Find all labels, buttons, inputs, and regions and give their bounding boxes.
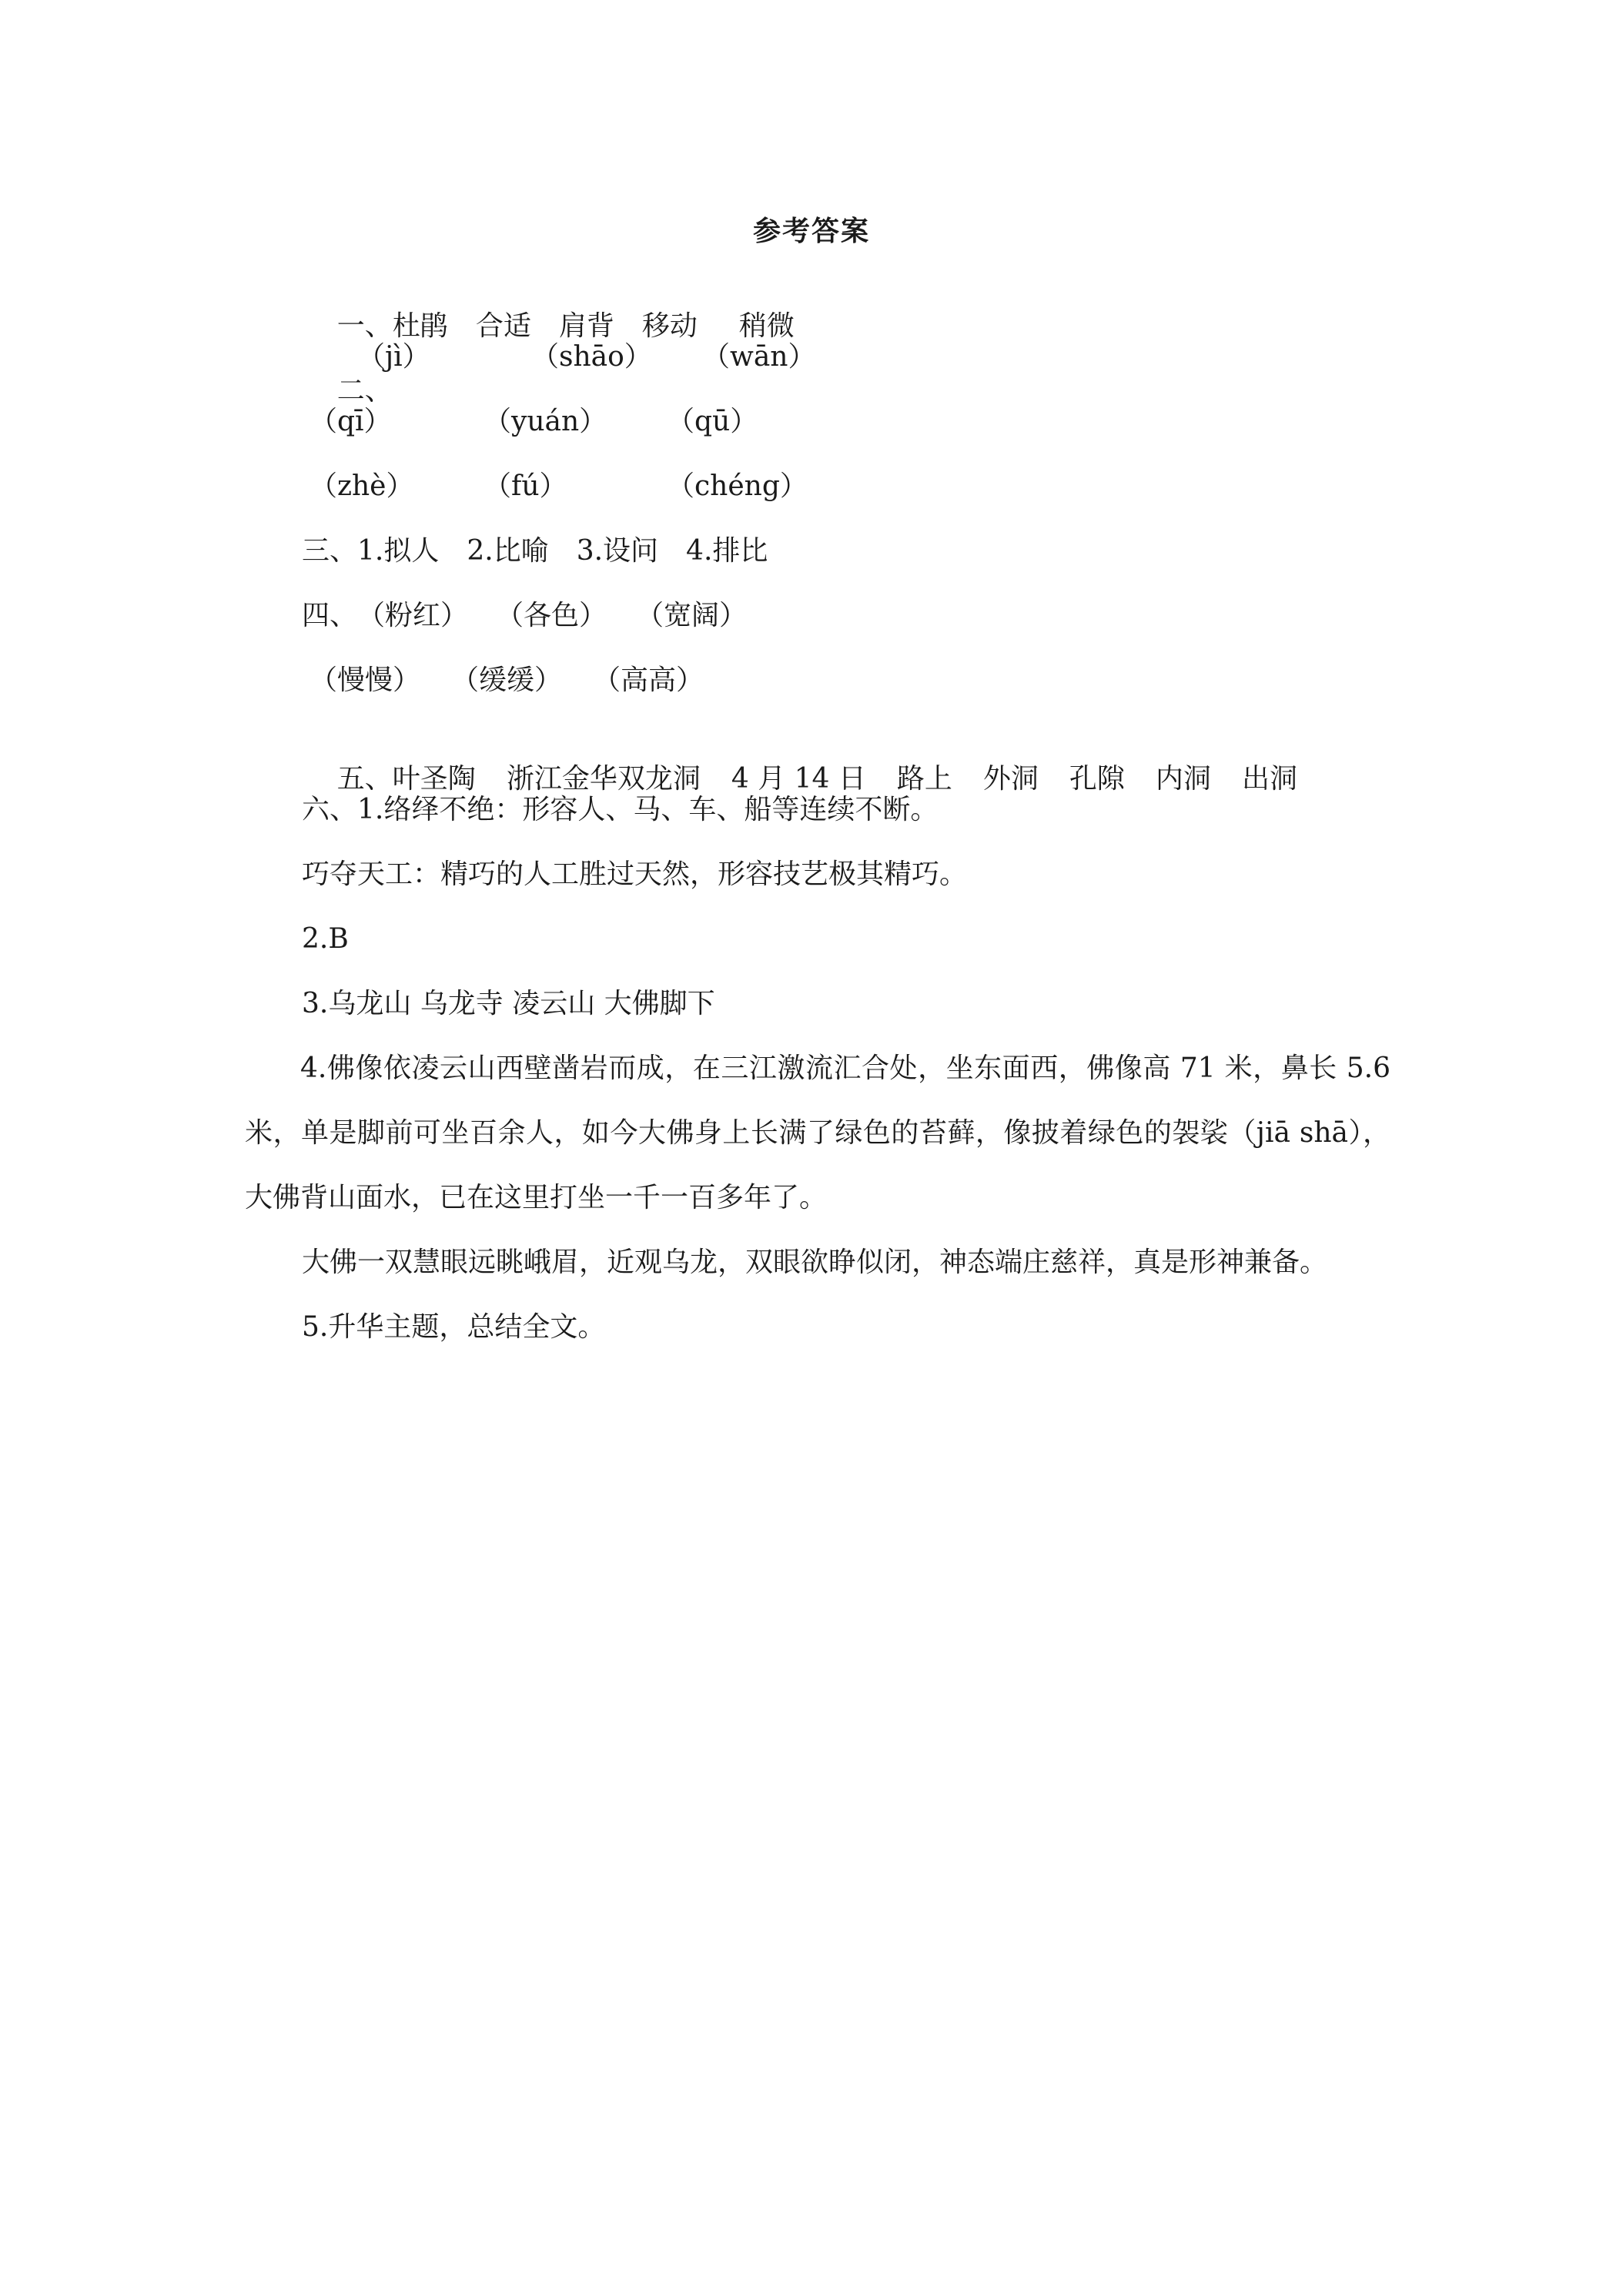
fill-item: （慢慢） <box>310 664 421 696</box>
section-6-q5: 5.升华主题，总结全文。 <box>302 1311 606 1343</box>
pinyin-item: （shāo） <box>531 341 652 373</box>
section-4-prefix: 四、 <box>302 600 358 631</box>
answer-item: 路上 <box>896 763 952 795</box>
fill-item: （高高） <box>593 664 704 696</box>
fill-item: （缓缓） <box>451 664 563 696</box>
section-6-q1-b: 巧夺天工：精巧的人工胜过天然，形容技艺极其精巧。 <box>302 858 968 890</box>
section-6-q4-a: 4.佛像依凌云山西壁凿岩而成，在三江激流汇合处，坐东面西，佛像高 71 米，鼻长 5.6 米，单是脚前可坐百余人，如今大佛身上长满了绿色的苔藓，像披着绿色的袈裟（jiā shā），大佛背山面水，已在这里打坐一千一百多年了。 <box>245 1053 1390 1213</box>
section-3: 三、1.拟人 2.比喻 3.设问 4.排比 <box>302 535 768 567</box>
section-6-q2: 2.B <box>302 923 349 955</box>
answer-item: 杜鹃 <box>392 310 448 342</box>
answer-item: 肩背 <box>558 310 614 342</box>
answer-item: 内洞 <box>1155 763 1211 795</box>
section-6-q4-b: 大佛一双慧眼远眺峨眉，近观乌龙，双眼欲睁似闭，神态端庄慈祥，真是形神兼备。 <box>302 1247 1328 1278</box>
pinyin-item: （jì） <box>357 341 430 373</box>
section-6-q3: 3.乌龙山 乌龙寺 凌云山 大佛脚下 <box>302 988 715 1019</box>
answer-item: 叶圣陶 <box>392 763 476 795</box>
pinyin-item: （qī） <box>310 406 392 437</box>
answer-item: 浙江金华双龙洞 <box>506 763 701 795</box>
fill-item: （各色） <box>496 600 607 631</box>
answer-item: 孔隙 <box>1069 763 1125 795</box>
pinyin-item: （yuán） <box>484 406 607 437</box>
fill-item: （粉红） <box>357 600 469 631</box>
answer-item: 出洞 <box>1241 763 1297 795</box>
section-5-prefix: 五、 <box>336 763 393 795</box>
pinyin-item: （qū） <box>667 406 758 437</box>
page-title: 参考答案 <box>752 215 870 247</box>
pinyin-item: （fú） <box>484 470 567 502</box>
fill-item: （宽阔） <box>636 600 748 631</box>
answer-item: 移动 <box>641 310 698 342</box>
pinyin-item: （chéng） <box>667 470 808 502</box>
section-1-prefix: 一、 <box>336 310 393 342</box>
section-2-prefix: 二、 <box>336 375 393 407</box>
section-6-q1-a: 六、1.络绎不绝：形容人、马、车、船等连续不断。 <box>302 794 939 825</box>
answer-item: 稍微 <box>738 310 795 342</box>
pinyin-item: （zhè） <box>310 470 414 502</box>
answer-item: 外洞 <box>982 763 1039 795</box>
answer-item: 合适 <box>475 310 531 342</box>
answer-item: 4 月 14 日 <box>731 763 866 795</box>
pinyin-item: （wān） <box>702 341 816 373</box>
